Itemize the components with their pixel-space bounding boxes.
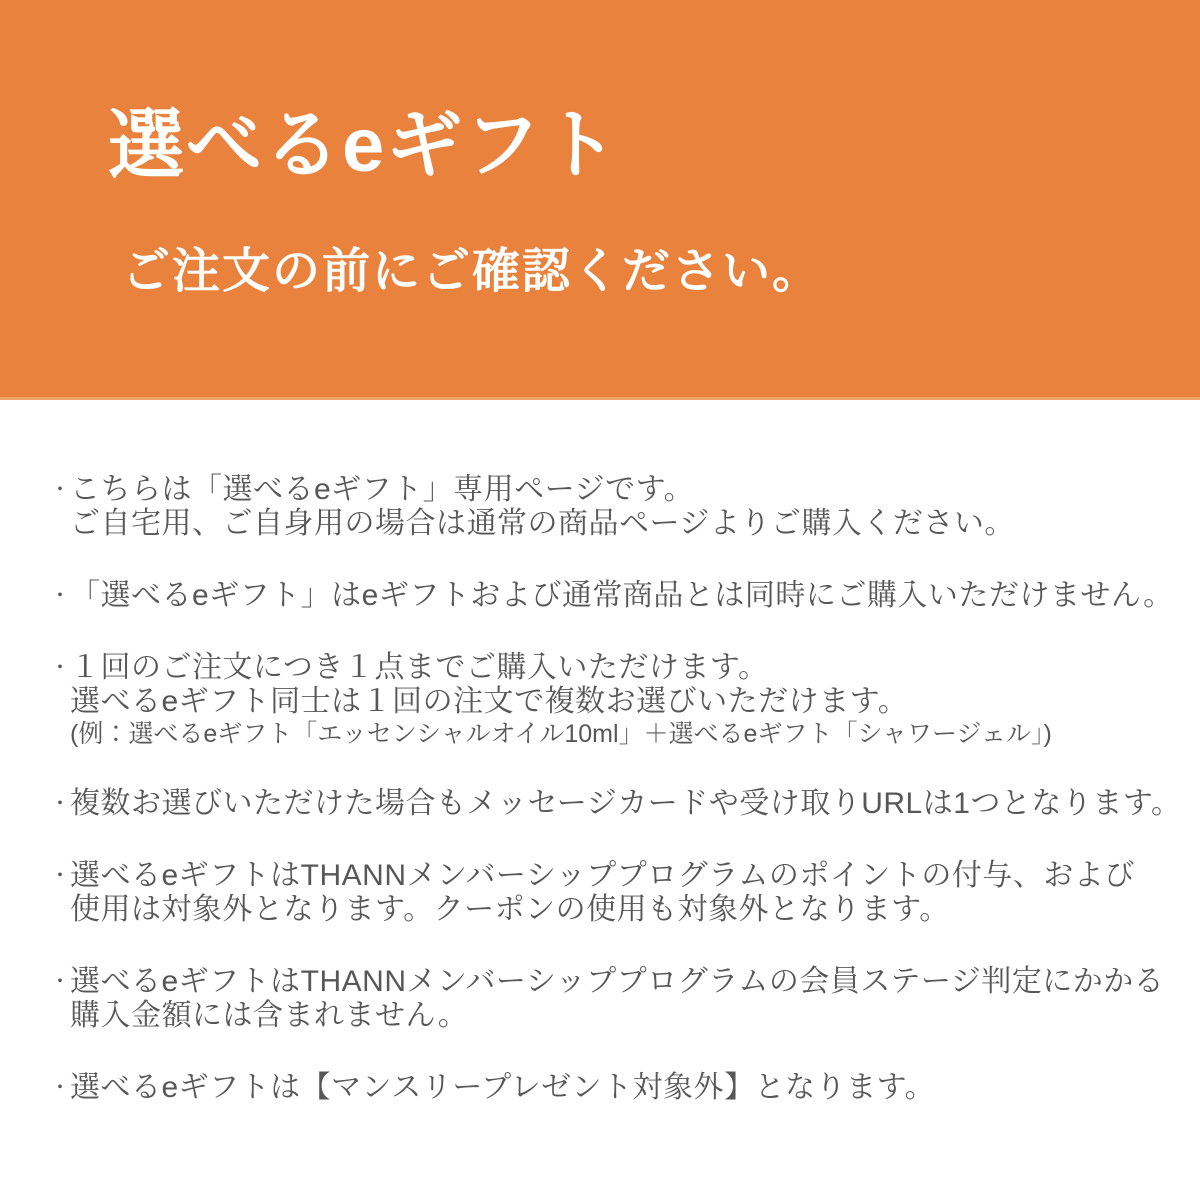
list-item	[50, 473, 1170, 541]
note-line: １回のご注文につき１点までご購入いただけます。	[70, 651, 769, 684]
bullet-icon: ・	[50, 657, 70, 679]
note-text	[70, 579, 1174, 613]
note-line: 複数お選びいただけた場合もメッセージカードや受け取りURLは1つとなります。	[70, 787, 1182, 820]
note-line: 選べるeギフトは【マンスリープレゼント対象外】となります。	[70, 1071, 936, 1104]
note-text	[70, 965, 1170, 1033]
bullet-icon: ・	[50, 793, 70, 815]
header-banner	[0, 0, 1200, 400]
bullet-icon: ・	[50, 585, 70, 607]
list-item	[50, 965, 1170, 1033]
bullet-icon: ・	[50, 479, 70, 501]
note-line: ご自宅用、ご自身用の場合は通常の商品ページよりご購入ください。	[70, 507, 1015, 540]
list-item	[50, 859, 1170, 927]
note-text	[70, 859, 1170, 927]
list-item	[50, 579, 1174, 613]
note-line: 「選べるeギフト」はeギフトおよび通常商品とは同時にご購入いただけません。	[70, 579, 1174, 612]
note-line: 選べるeギフトはTHANNメンバーシッププログラムのポイントの付与、および	[70, 859, 1135, 892]
note-text	[70, 787, 1182, 821]
list-item	[50, 787, 1182, 821]
bullet-icon: ・	[50, 865, 70, 887]
page-subtitle: ご注文の前にご確認ください。	[122, 245, 823, 298]
bullet-icon: ・	[50, 971, 70, 993]
note-line: 使用は対象外となります。クーポンの使用も対象外となります。	[70, 893, 950, 926]
bullet-icon: ・	[50, 1077, 70, 1099]
note-line: 購入金額には含まれません。	[70, 999, 469, 1032]
note-line: 選べるeギフト同士は１回の注文で複数お選びいただけます。	[70, 685, 909, 718]
note-text	[70, 1071, 1170, 1105]
list-item	[50, 651, 1170, 749]
note-text	[70, 473, 1170, 541]
list-item	[50, 1071, 1170, 1105]
page-title: 選べるeギフト	[108, 103, 621, 188]
notes-list	[0, 400, 1200, 1105]
note-text	[70, 651, 1170, 749]
note-line: 選べるeギフトはTHANNメンバーシッププログラムの会員ステージ判定にかかる	[70, 965, 1165, 998]
note-example-line: (例：選べるeギフト「エッセンシャルオイル10ml」＋選べるeギフト「シャワージェル」)	[70, 720, 1052, 748]
note-line: こちらは「選べるeギフト」専用ページです。	[70, 473, 695, 506]
